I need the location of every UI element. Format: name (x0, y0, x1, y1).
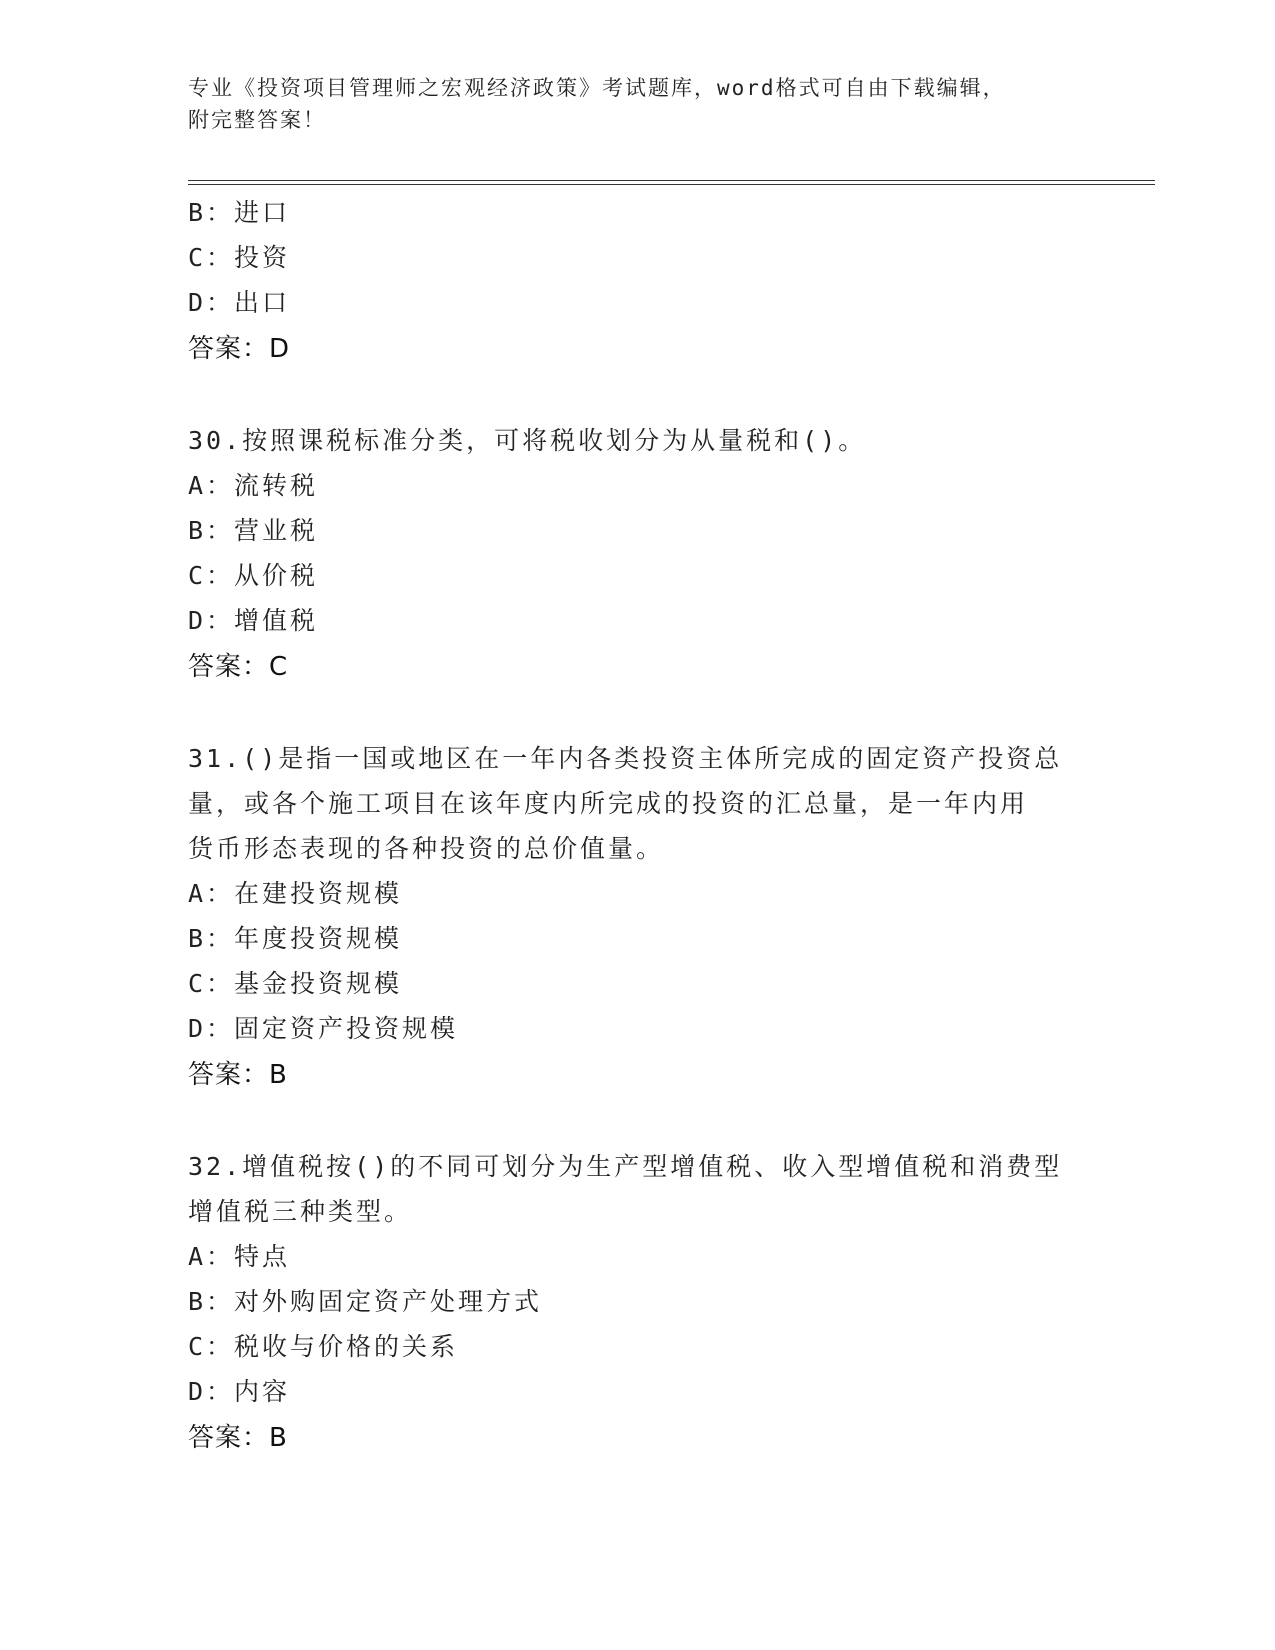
option-a: A：在建投资规模 (188, 879, 403, 908)
question-30 (188, 418, 1088, 691)
option-b: B：营业税 (188, 516, 319, 545)
question-stem: 32.增值税按()的不同可划分为生产型增值税、收入型增值税和消费型 (188, 1152, 1063, 1181)
spacer (188, 1099, 1088, 1144)
option-d: D：增值税 (188, 606, 319, 635)
option-a: A：流转税 (188, 471, 319, 500)
spacer (188, 691, 1088, 736)
header-line-1: 专业《投资项目管理师之宏观经济政策》考试题库，word格式可自由下载编辑， (188, 76, 1006, 100)
option-c: C：基金投资规模 (188, 969, 403, 998)
question-29-tail (188, 190, 1088, 373)
option-c: C：从价税 (188, 561, 319, 590)
question-stem: 货币形态表现的各种投资的总价值量。 (188, 834, 665, 863)
spacer (188, 373, 1088, 418)
option-c: C：税收与价格的关系 (188, 1332, 459, 1361)
option-b: B：对外购固定资产处理方式 (188, 1287, 543, 1316)
option-b: B：年度投资规模 (188, 924, 403, 953)
question-stem: 31.()是指一国或地区在一年内各类投资主体所完成的固定资产投资总 (188, 744, 1063, 773)
option-a: A：特点 (188, 1242, 291, 1271)
question-32 (188, 1144, 1088, 1462)
question-31 (188, 736, 1088, 1099)
document-header (188, 72, 1108, 136)
answer-31: 答案：B (188, 1060, 288, 1090)
option-b: B：进口 (188, 198, 291, 227)
header-line-2: 附完整答案！ (188, 108, 326, 132)
option-c: C：投资 (188, 243, 291, 272)
option-d: D：内容 (188, 1377, 291, 1406)
answer-29: 答案：D (188, 334, 291, 364)
header-divider (188, 180, 1155, 185)
option-d: D：固定资产投资规模 (188, 1014, 459, 1043)
question-stem: 增值税三种类型。 (188, 1197, 413, 1226)
answer-30: 答案：C (188, 652, 289, 682)
question-stem: 30.按照课税标准分类，可将税收划分为从量税和()。 (188, 426, 867, 455)
question-list (188, 190, 1088, 1462)
answer-32: 答案：B (188, 1423, 288, 1453)
option-d: D：出口 (188, 288, 291, 317)
question-stem: 量，或各个施工项目在该年度内所完成的投资的汇总量，是一年内用 (188, 789, 1029, 818)
